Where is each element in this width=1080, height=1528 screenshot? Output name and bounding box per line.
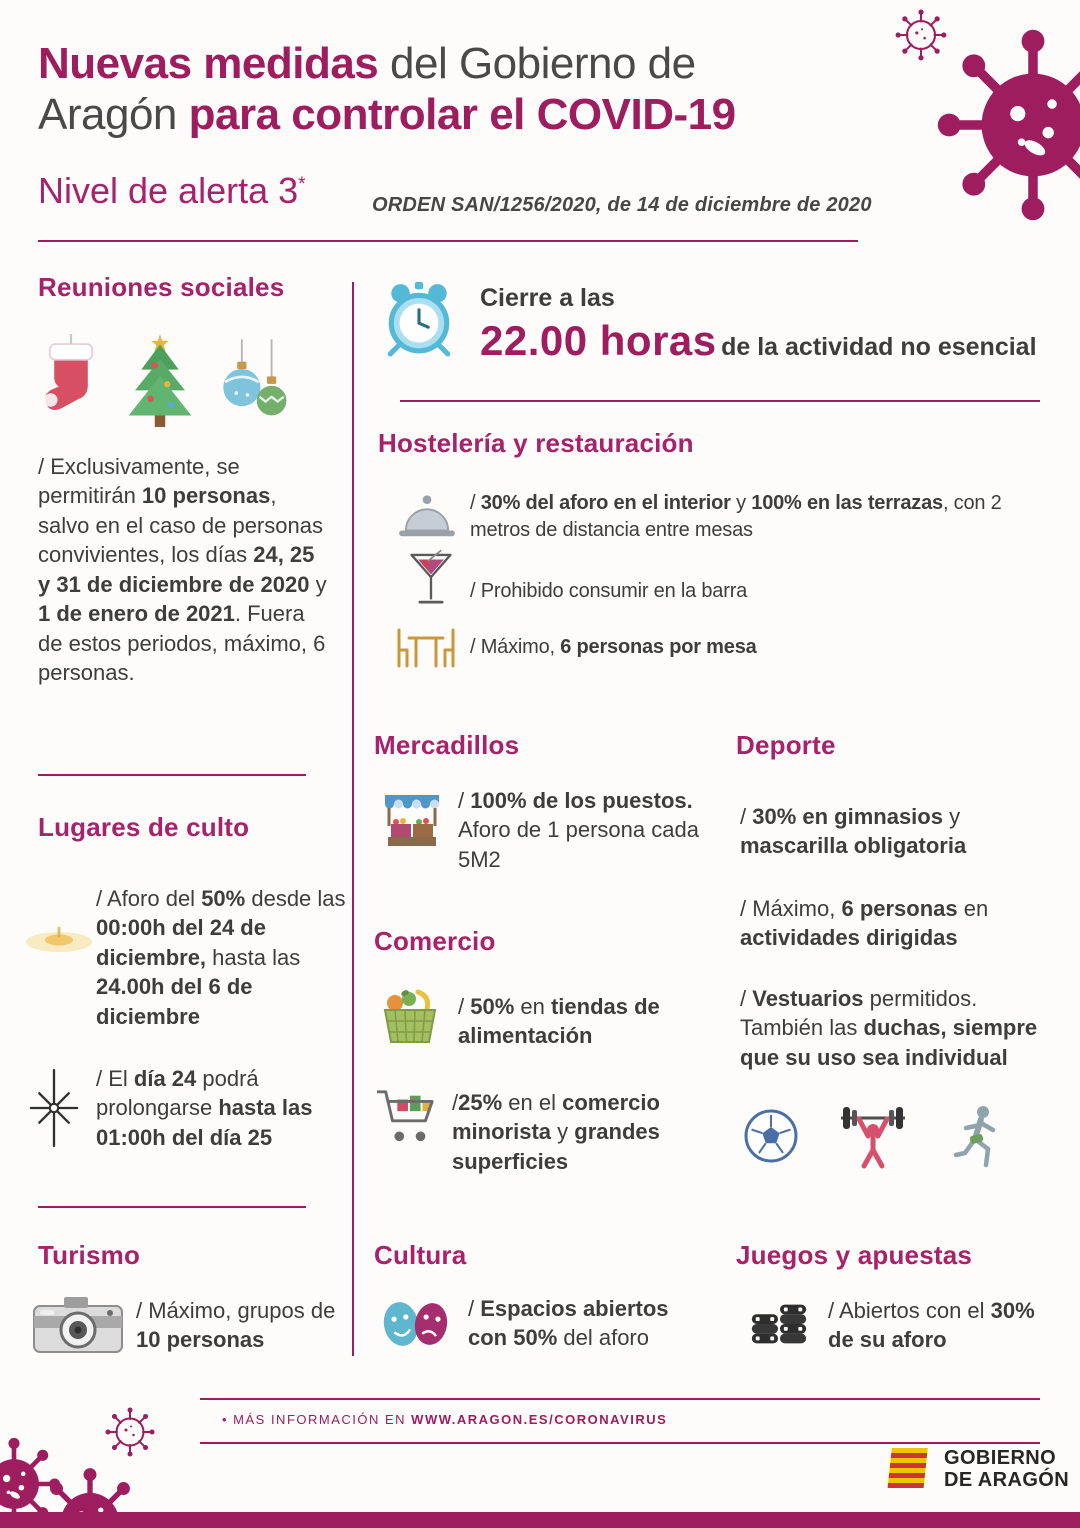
christmas-stocking-icon <box>36 334 106 428</box>
camera-icon <box>32 1292 124 1356</box>
juegos-item: / Abiertos con el 30% de su aforo <box>828 1298 1035 1353</box>
bottom-bar <box>0 1512 1080 1528</box>
mercadillos-item: / 100% de los puestos. Aforo de 1 persona cada 5M2 <box>458 788 699 872</box>
title-line-1: Nuevas medidas del Gobierno de <box>38 39 696 88</box>
closing-time-scope: de la actividad no esencial <box>721 333 1037 361</box>
running-icon <box>948 1103 1002 1169</box>
food-basket-icon <box>378 986 442 1048</box>
coronavirus-outline-icon <box>104 1406 156 1458</box>
divider <box>400 400 1040 402</box>
logo-line-2: DE ARAGÓN <box>944 1469 1070 1491</box>
deporte-item-3: / Vestuarios permitidos. También las duchas, siempre que su uso sea individual <box>740 986 1038 1070</box>
divider <box>38 1206 306 1208</box>
section-title-deporte: Deporte <box>736 730 836 760</box>
christmas-ornaments-icon <box>214 336 292 428</box>
closing-time-intro: Cierre a las <box>480 284 615 312</box>
culto-item-1: / Aforo del 50% desde las 00:00h del 24 de diciembre, hasta las 24.00h del 6 de diciembre <box>96 886 346 1029</box>
gobierno-aragon-logo-text <box>944 1447 1069 1491</box>
section-title-lugares-de-culto: Lugares de culto <box>38 812 250 842</box>
closing-time-value: 22.00 horas <box>480 317 717 364</box>
divider <box>38 774 306 776</box>
soccer-ball-icon <box>744 1109 798 1163</box>
theater-masks-icon <box>378 1294 454 1352</box>
culto-item-2: / El día 24 podrá prolongarse hasta las 01:00h del día 25 <box>96 1066 313 1150</box>
aragon-flag-icon <box>884 1446 932 1492</box>
star-icon <box>22 1068 86 1148</box>
candle-glow-icon <box>22 918 96 960</box>
deporte-item-1: / 30% en gimnasios y mascarilla obligatoria <box>740 804 967 859</box>
header-divider <box>38 240 858 242</box>
section-title-juegos-y-apuestas: Juegos y apuestas <box>736 1240 973 1270</box>
section-title-mercadillos: Mercadillos <box>374 730 520 760</box>
section-title-turismo: Turismo <box>38 1240 141 1270</box>
order-reference: ORDEN SAN/1256/2020, de 14 de diciembre de 2020 <box>372 194 872 216</box>
coronavirus-icon <box>934 26 1080 224</box>
market-stall-icon <box>382 792 442 852</box>
christmas-tree-icon <box>122 332 198 428</box>
christmas-icons-row <box>36 332 326 428</box>
title-line-2: Aragón para controlar el COVID-19 <box>38 90 736 140</box>
section-title-cultura: Cultura <box>374 1240 467 1270</box>
table-chairs-icon <box>394 622 458 670</box>
hosteleria-item-1: / 30% del aforo en el interior y 100% en las terrazas, con 2 metros de distancia entre mesas <box>470 492 1002 541</box>
comercio-item-2: /25% en el comercio minorista y grandes superficies <box>452 1090 660 1174</box>
turismo-item: / Máximo, grupos de 10 personas <box>136 1298 336 1353</box>
shopping-cart-icon <box>374 1086 440 1146</box>
vertical-divider <box>352 282 354 1356</box>
cultura-item: / Espacios abiertos con 50% del aforo <box>468 1296 669 1351</box>
section-title-comercio: Comercio <box>374 926 496 956</box>
alarm-clock-icon <box>380 280 458 358</box>
footer-info: • MÁS INFORMACIÓN EN WWW.ARAGON.ES/CORONAVIRUS <box>222 1412 668 1427</box>
coronavirus-outline-icon <box>894 8 948 62</box>
gobierno-aragon-logo <box>884 1446 1069 1492</box>
reuniones-body: / Exclusivamente, se permitirán 10 personas, salvo en el caso de personas convivientes, los días 24, 25 y 31 de diciembre de 2020 y 1 de enero de 2021. Fuera de estos periodos, máximo, 6 personas. <box>38 454 327 686</box>
cocktail-icon <box>406 548 456 610</box>
poker-chips-icon <box>748 1294 810 1350</box>
logo-line-1: GOBIERNO <box>944 1447 1057 1469</box>
weightlifting-icon <box>836 1102 910 1170</box>
comercio-item-1: / 50% en tiendas de alimentación <box>458 994 660 1049</box>
alert-level <box>38 170 306 212</box>
alert-level-text: Nivel de alerta 3 <box>38 170 299 211</box>
footer-divider-top <box>200 1398 1040 1400</box>
section-title-reuniones-sociales: Reuniones sociales <box>38 272 285 302</box>
closing-time-block <box>480 284 1045 365</box>
closing-time-line <box>480 317 1045 365</box>
serving-dish-icon <box>398 492 456 542</box>
hosteleria-item-3: / Máximo, 6 personas por mesa <box>470 636 757 658</box>
deporte-item-2: / Máximo, 6 personas en actividades dirigidas <box>740 896 989 951</box>
section-title-hosteleria: Hostelería y restauración <box>378 428 694 458</box>
page-title <box>38 38 868 140</box>
footer-divider-bottom <box>200 1442 1040 1444</box>
alert-asterisk: * <box>298 174 306 195</box>
deporte-icons-row <box>744 1102 1050 1170</box>
hosteleria-item-2: / Prohibido consumir en la barra <box>470 580 748 602</box>
